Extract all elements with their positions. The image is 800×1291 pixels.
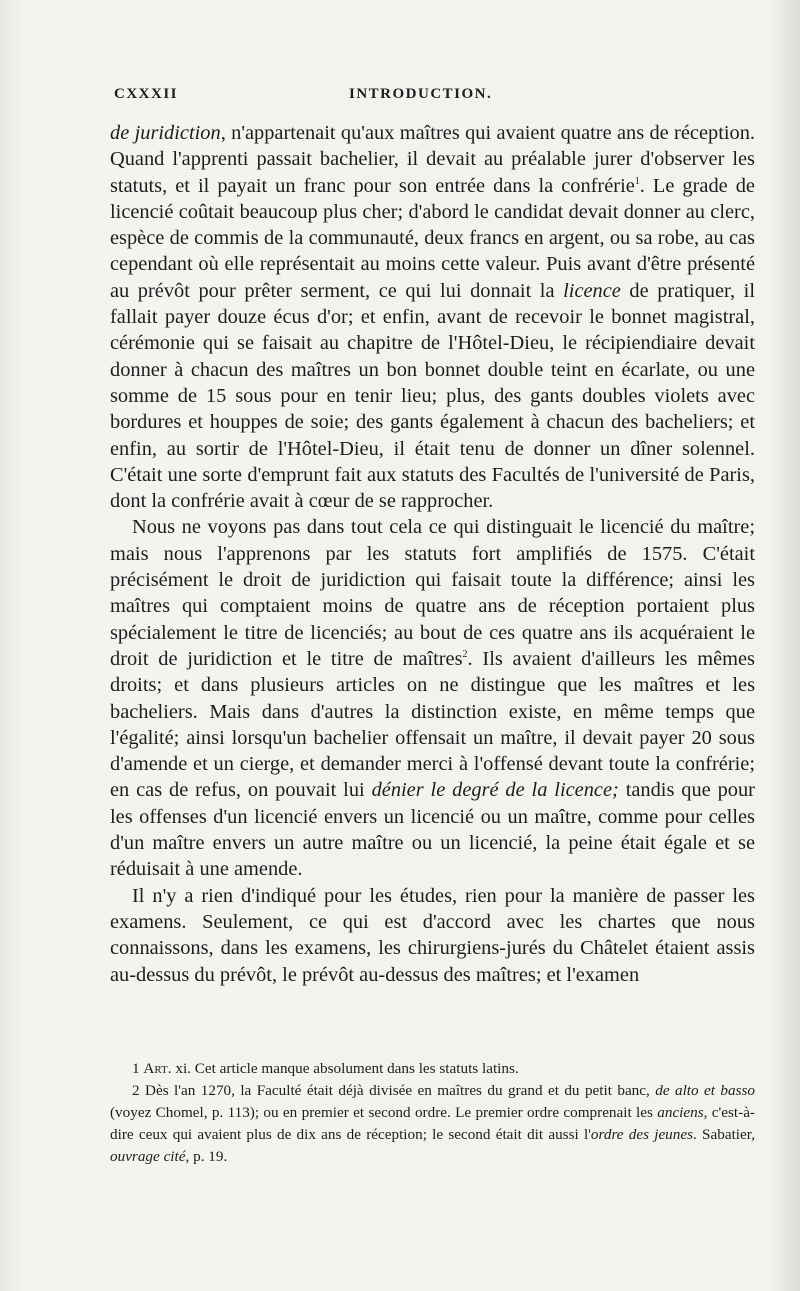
footnote-1-art: Art.: [143, 1060, 172, 1077]
footnote-2-italic-2: anciens: [657, 1104, 704, 1121]
main-text: [110, 120, 755, 988]
footnote-2-italic-3: ordre des jeunes: [590, 1126, 694, 1143]
footnote-ref-2: 2: [462, 649, 468, 661]
footnote-2-text-a: Dès l'an 1270, la Faculté était déjà divisée en maîtres du grand et du petit banc,: [145, 1082, 650, 1099]
footnote-2-number: 2: [132, 1082, 140, 1099]
footnote-1-text: xi. Cet article manque absolument dans les statuts latins.: [175, 1060, 519, 1077]
footnote-2-text-b: (voyez Chomel, p. 113); ou en premier et second ordre. Le premier ordre comprenait les: [110, 1104, 653, 1121]
footnotes: [110, 1058, 755, 1168]
italic-juridiction: de juridiction: [110, 122, 221, 144]
footnote-ref-1: 1: [634, 175, 640, 187]
footnote-1: [110, 1058, 755, 1080]
footnote-1-number: 1: [132, 1060, 140, 1077]
page-number: CXXXII: [114, 86, 179, 102]
p2-text-c: tandis que pour les offenses d'un licencié envers un licencié ou un maître, comme pour celles d'un maître envers un autre maître ou un licencié, la peine était égale et se réduisait à une amende.: [110, 779, 755, 881]
footnote-2-italic-1: de alto et basso: [655, 1082, 756, 1099]
footnote-2-text-e: , p. 19.: [185, 1148, 228, 1165]
footnote-2-text-d: . Sabatier,: [693, 1126, 756, 1143]
paragraph-1: [110, 120, 755, 514]
p2-text-a: Nous ne voyons pas dans tout cela ce qui distinguait le licencié du maître; mais nous l'apprenons par les statuts fort amplifiés de 1575. C'était précisément le droit de juridiction qui faisait toute la différence; ainsi les maîtres qui comptaient moins de quatre ans de réception portaient plus spécialement le titre de licenciés; au bout de ces quatre ans ils acquéraient le droit de juridiction et le titre de maîtres: [110, 516, 755, 670]
p1-text-b: . Le grade de licencié coûtait beaucoup plus cher; d'abord le candidat devait donner au clerc, espèce de commis de la communauté, deux francs en argent, ou sa robe, au cas cependant où elle représentait au moins cette valeur. Puis avant d'être présenté au prévôt pour prêter serment, ce qui lui donnait la: [110, 174, 755, 302]
p1-text-a: , n'appartenait qu'aux maîtres qui avaient quatre ans de réception. Quand l'apprenti passait bachelier, il devait au préalable jurer d'observer les statuts, et il payait un franc pour son entrée dans la confrérie: [110, 122, 756, 197]
paragraph-3: Il n'y a rien d'indiqué pour les études, rien pour la manière de passer les examens. Seulement, ce qui est d'accord avec les chartes que nous connaissons, dans les examens, les chirurgiens-jurés du Châtelet étaient assis au-dessus du prévôt, le prévôt au-dessus des maîtres; et l'examen: [110, 884, 755, 986]
italic-denier: dénier le degré de la licence;: [371, 779, 619, 802]
chapter-title: INTRODUCTION.: [349, 86, 493, 102]
italic-licence: licence: [563, 279, 621, 302]
footnote-2-italic-4: ouvrage cité: [110, 1148, 186, 1165]
p1-text-c: de pratiquer, il fallait payer douze écus d'or; et enfin, avant de recevoir le bonnet magistral, cérémonie qui se faisait au chapitre de l'Hôtel-Dieu, le récipiendiaire devait donner à chacun des maîtres un bon bonnet double teint en écarlate, ou une somme de 15 sous pour en tenir lieu; plus, des gants doubles violets avec bordures et houppes de soie; des gants également à chacun des bacheliers; et enfin, au sortir de l'Hôtel-Dieu, il était tenu de donner un dîner solennel. C'était une sorte d'emprunt fait aux statuts des Facultés de l'université de Paris, dont la confrérie avait à cœur de se rapprocher.: [110, 279, 756, 513]
footnote-2-text-c: , c'est-à-dire ceux qui avaient plus de dix ans de réception; le second était dit aussi l': [110, 1104, 755, 1143]
paragraph-2: [110, 514, 755, 882]
footnote-separator: [110, 1048, 111, 1049]
p2-text-b: . Ils avaient d'ailleurs les mêmes droits; et dans plusieurs articles on ne distingue que les maîtres et les bacheliers. Mais dans d'autres la distinction existe, en même temps que l'égalité; ainsi lorsqu'un bachelier offensait un maître, il devait payer 20 sous d'amende et un cierge, et demander merci à l'offensé devant toute la confrérie; en cas de refus, on pouvait lui: [110, 647, 755, 802]
footnote-2: [110, 1080, 755, 1168]
